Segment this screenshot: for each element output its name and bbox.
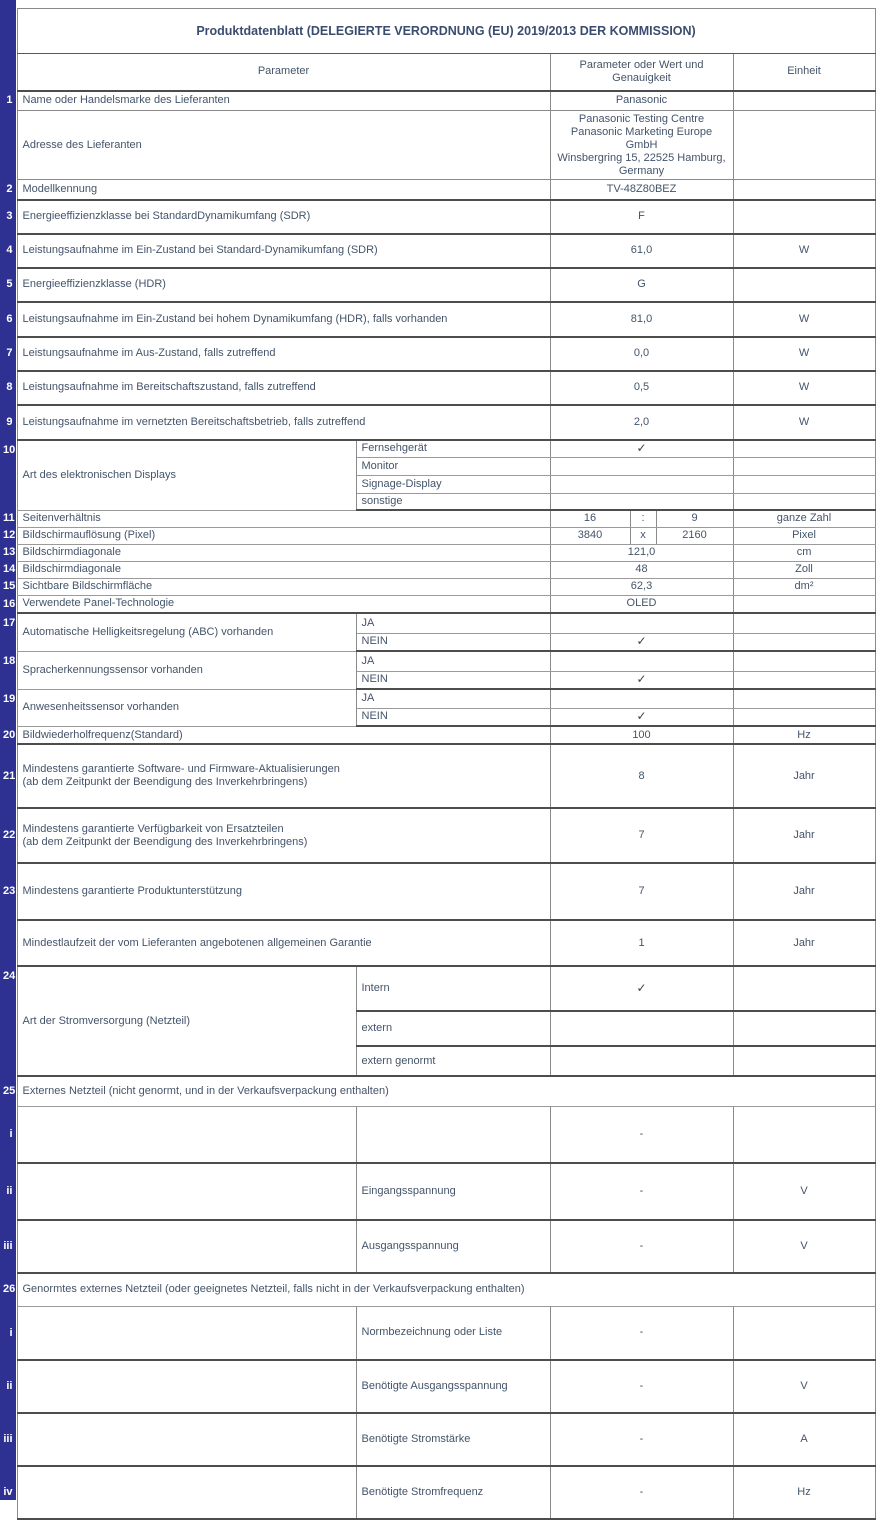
row-label: Mindestlaufzeit der vom Lieferanten angebotenen allgemeinen Garantie	[17, 920, 550, 966]
row-label-line: (ab dem Zeitpunkt der Beendigung des Inverkehrbringens)	[22, 776, 308, 788]
checkmark: ✓	[550, 966, 733, 1011]
row-label: Verwendete Panel-Technologie	[17, 595, 550, 613]
row-label: Bildschirmdiagonale	[17, 561, 550, 578]
row-value: 7	[550, 808, 733, 863]
row-number: 7	[6, 347, 13, 359]
row-label: Name oder Handelsmarke des Lieferanten	[17, 91, 550, 111]
row-number: i	[9, 1128, 13, 1140]
row-unit: W	[733, 234, 875, 268]
checkmark: ✓	[550, 440, 733, 458]
row-value: 121,0	[550, 544, 733, 561]
row-unit: V	[733, 1220, 875, 1273]
row-number: 21	[3, 769, 16, 782]
row-number: 12	[3, 529, 16, 541]
row-value: -	[550, 1220, 733, 1273]
row-label: Art der Stromversorgung (Netzteil)	[17, 966, 356, 1076]
row-number: 11	[3, 512, 15, 524]
option-label: NEIN	[356, 633, 550, 651]
row-number: iv	[3, 1486, 13, 1498]
row-number: iii	[3, 1240, 13, 1252]
row-unit: Jahr	[733, 863, 875, 920]
address-line: Panasonic Marketing Europe GmbH	[570, 126, 713, 151]
option-label: Fernsehgerät	[356, 440, 550, 458]
row-value: -	[550, 1306, 733, 1360]
row-number: ii	[6, 1185, 13, 1197]
row-label-line: (ab dem Zeitpunkt der Beendigung des Inverkehrbringens)	[22, 835, 308, 848]
row-unit: W	[733, 371, 875, 405]
row-label: Sichtbare Bildschirmfläche	[17, 578, 550, 595]
row-number: 18	[3, 655, 16, 667]
row-value: TV-48Z80BEZ	[550, 180, 733, 200]
row-label: Seitenverhältnis	[17, 510, 550, 527]
row-number: 3	[6, 210, 13, 222]
row-value: Panasonic	[550, 91, 733, 111]
checkmark	[550, 689, 733, 708]
checkmark: ✓	[550, 633, 733, 651]
row-number: 8	[6, 381, 13, 393]
row-unit	[733, 1306, 875, 1360]
row-unit	[733, 671, 875, 689]
datasheet-table	[0, 8, 876, 1520]
sub-label: Benötigte Ausgangsspannung	[356, 1360, 550, 1413]
row-label	[17, 1360, 356, 1413]
row-number: 2	[6, 183, 13, 195]
row-unit: V	[733, 1163, 875, 1220]
row-label: Anwesenheitssensor vorhanden	[17, 689, 356, 726]
row-number: ii	[6, 1380, 13, 1392]
row-value: 2,0	[550, 405, 733, 440]
row-unit: Hz	[733, 1466, 875, 1519]
col-header-value: Parameter oder Wert und Genauigkeit	[550, 54, 733, 91]
checkmark	[550, 458, 733, 476]
row-number: 26	[3, 1283, 16, 1295]
row-value: 16	[550, 510, 630, 527]
checkmark: ✓	[550, 708, 733, 726]
row-unit	[733, 613, 875, 633]
row-number	[0, 111, 17, 180]
row-unit	[733, 1046, 875, 1076]
option-label: NEIN	[356, 671, 550, 689]
row-unit	[733, 1011, 875, 1046]
row-label: Leistungsaufnahme im Ein-Zustand bei hohem Dynamikumfang (HDR), falls vorhanden	[17, 302, 550, 337]
sub-label: Benötigte Stromfrequenz	[356, 1466, 550, 1519]
checkmark: ✓	[550, 671, 733, 689]
row-value: 0,0	[550, 337, 733, 371]
option-label: JA	[356, 613, 550, 633]
row-unit: cm	[733, 544, 875, 561]
row-value: 7	[550, 863, 733, 920]
row-unit	[733, 708, 875, 726]
row-unit: Hz	[733, 726, 875, 744]
option-label: JA	[356, 689, 550, 708]
row-value: -	[550, 1163, 733, 1220]
row-label: Bildwiederholfrequenz(Standard)	[17, 726, 550, 744]
row-label	[17, 744, 550, 808]
row-label: Bildschirmdiagonale	[17, 544, 550, 561]
row-value: 62,3	[550, 578, 733, 595]
row-label: Bildschirmauflösung (Pixel)	[17, 527, 550, 544]
row-label: Art des elektronischen Displays	[17, 440, 356, 511]
section-label: Externes Netzteil (nicht genormt, und in der Verkaufsverpackung enthalten)	[17, 1076, 875, 1106]
option-label: NEIN	[356, 708, 550, 726]
row-unit	[733, 200, 875, 234]
row-unit	[733, 966, 875, 1011]
row-unit: W	[733, 405, 875, 440]
row-value: F	[550, 200, 733, 234]
row-value: G	[550, 268, 733, 302]
row-unit	[733, 1106, 875, 1163]
row-label: Mindestens garantierte Produktunterstützung	[17, 863, 550, 920]
row-value: 1	[550, 920, 733, 966]
row-value: OLED	[550, 595, 733, 613]
row-label	[17, 808, 550, 863]
checkmark	[550, 1011, 733, 1046]
row-unit: dm²	[733, 578, 875, 595]
row-number: 19	[3, 693, 16, 705]
row-label: Energieeffizienzklasse bei StandardDynamikumfang (SDR)	[17, 200, 550, 234]
row-label: Leistungsaufnahme im Bereitschaftszustand, falls zutreffend	[17, 371, 550, 405]
row-label: Spracherkennungssensor vorhanden	[17, 651, 356, 689]
row-unit	[733, 268, 875, 302]
row-value: -	[550, 1106, 733, 1163]
row-number: 13	[3, 546, 16, 558]
option-label: extern genormt	[356, 1046, 550, 1076]
value-separator: :	[630, 510, 656, 527]
row-unit: ganze Zahl	[733, 510, 875, 527]
row-value: 81,0	[550, 302, 733, 337]
checkmark	[550, 476, 733, 494]
row-number: 9	[6, 415, 13, 428]
row-number	[0, 9, 17, 54]
row-unit	[733, 595, 875, 613]
row-value: 0,5	[550, 371, 733, 405]
row-number: i	[9, 1326, 13, 1339]
row-label	[17, 1163, 356, 1220]
row-value: -	[550, 1360, 733, 1413]
row-label	[17, 1220, 356, 1273]
row-number: 14	[3, 563, 16, 575]
row-label: Leistungsaufnahme im Ein-Zustand bei Standard-Dynamikumfang (SDR)	[17, 234, 550, 268]
sub-label: Benötigte Stromstärke	[356, 1413, 550, 1466]
row-value: -	[550, 1466, 733, 1519]
checkmark	[550, 1046, 733, 1076]
row-number: iii	[3, 1433, 13, 1445]
row-label	[17, 1106, 356, 1163]
section-label: Genormtes externes Netzteil (oder geeignetes Netzteil, falls nicht in der Verkaufsverpackung enthalten)	[17, 1273, 875, 1306]
row-value: 3840	[550, 527, 630, 544]
row-number: 10	[3, 443, 16, 456]
row-unit	[733, 633, 875, 651]
sub-label: Ausgangsspannung	[356, 1220, 550, 1273]
row-value: 9	[656, 510, 733, 527]
row-unit	[733, 651, 875, 671]
sub-label	[356, 1106, 550, 1163]
row-unit: Jahr	[733, 808, 875, 863]
checkmark	[550, 613, 733, 633]
row-number: 5	[6, 278, 13, 290]
row-unit: Jahr	[733, 920, 875, 966]
row-unit: Jahr	[733, 744, 875, 808]
address-line: Panasonic Testing Centre	[578, 113, 705, 125]
option-label: Intern	[356, 966, 550, 1011]
row-unit	[733, 111, 875, 180]
row-label-line: Mindestens garantierte Verfügbarkeit von Ersatzteilen	[22, 822, 284, 835]
row-label: Energieeffizienzklasse (HDR)	[17, 268, 550, 302]
row-label-line: Mindestens garantierte Software- und Firmware-Aktualisierungen	[22, 763, 340, 775]
row-label: Leistungsaufnahme im Aus-Zustand, falls zutreffend	[17, 337, 550, 371]
row-number: 16	[3, 597, 16, 610]
row-value: 100	[550, 726, 733, 744]
row-unit	[733, 689, 875, 708]
row-unit	[733, 91, 875, 111]
row-unit: Pixel	[733, 527, 875, 544]
row-value: 2160	[656, 527, 733, 544]
row-number: 17	[3, 617, 16, 629]
row-number: 15	[3, 580, 16, 592]
supplier-address	[550, 111, 733, 180]
address-line: Winsbergring 15, 22525 Hamburg,	[557, 152, 726, 164]
sub-label: Normbezeichnung oder Liste	[356, 1306, 550, 1360]
option-label: JA	[356, 651, 550, 671]
address-line: Germany	[618, 165, 665, 177]
row-number: 4	[6, 244, 13, 256]
row-number: 23	[3, 885, 16, 897]
row-number	[0, 920, 17, 966]
row-value: 8	[550, 744, 733, 808]
value-separator: x	[630, 527, 656, 544]
option-label: Signage-Display	[356, 476, 550, 494]
col-header-parameter: Parameter	[17, 54, 550, 91]
row-number	[0, 54, 17, 91]
row-unit	[733, 180, 875, 200]
row-unit	[733, 458, 875, 476]
option-label: sonstige	[356, 494, 550, 511]
row-unit: W	[733, 337, 875, 371]
option-label: extern	[356, 1011, 550, 1046]
row-unit: Zoll	[733, 561, 875, 578]
checkmark	[550, 651, 733, 671]
row-label	[17, 1306, 356, 1360]
row-label: Adresse des Lieferanten	[17, 111, 550, 180]
row-label	[17, 1413, 356, 1466]
row-value: -	[550, 1413, 733, 1466]
option-label: Monitor	[356, 458, 550, 476]
row-unit	[733, 440, 875, 458]
page-title: Produktdatenblatt (DELEGIERTE VERORDNUNG (EU) 2019/2013 DER KOMMISSION)	[17, 9, 875, 54]
row-number: 20	[3, 728, 16, 741]
row-number: 24	[3, 970, 16, 982]
row-label: Automatische Helligkeitsregelung (ABC) vorhanden	[17, 613, 356, 651]
row-number: 25	[3, 1084, 16, 1097]
row-value: 48	[550, 561, 733, 578]
row-value: 61,0	[550, 234, 733, 268]
row-unit: A	[733, 1413, 875, 1466]
row-number: 1	[6, 94, 13, 106]
row-unit: W	[733, 302, 875, 337]
col-header-unit: Einheit	[733, 54, 875, 91]
row-unit: V	[733, 1360, 875, 1413]
row-unit	[733, 494, 875, 511]
sub-label: Eingangsspannung	[356, 1163, 550, 1220]
row-label: Modellkennung	[17, 180, 550, 200]
row-number: 22	[3, 829, 16, 841]
row-number: 6	[6, 312, 13, 325]
row-unit	[733, 476, 875, 494]
checkmark	[550, 494, 733, 511]
row-label	[17, 1466, 356, 1519]
row-label: Leistungsaufnahme im vernetzten Bereitschaftsbetrieb, falls zutreffend	[17, 405, 550, 440]
